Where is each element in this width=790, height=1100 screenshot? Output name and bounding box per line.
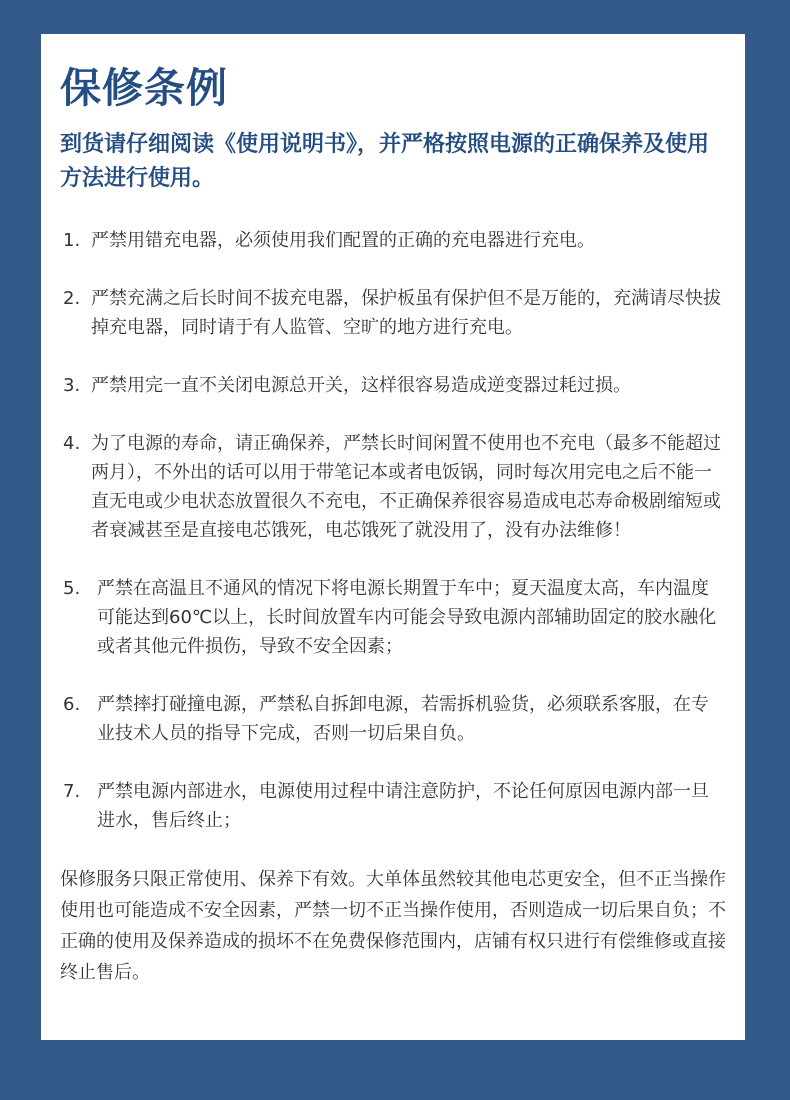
rule-number: 4.: [63, 433, 81, 454]
rule-item-2: [60, 284, 721, 342]
rule-number: 3.: [63, 375, 81, 396]
rule-item-7: [60, 777, 721, 835]
page-title: 保修条例: [60, 64, 228, 112]
footer-note: 保修服务只限正常使用、保养下有效。大单体虽然较其他电芯更安全，但不正当操作使用也可能造成不安全因素，严禁一切不正当操作使用，否则造成一切后果自负；不正确的使用及保养造成的损坏不在免费保修范围内，店铺有权只进行有偿维修或直接终止售后。: [60, 869, 726, 983]
rule-text: 严禁充满之后长时间不拔充电器，保护板虽有保护但不是万能的，充满请尽快拔掉充电器，同时请于有人监管、空旷的地方进行充电。: [91, 288, 721, 338]
rule-text: 为了电源的寿命，请正确保养，严禁长时间闲置不使用也不充电（最多不能超过两月），不外出的话可以用于带笔记本或者电饭锅，同时每次用完电之后不能一直无电或少电状态放置很久不充电，不正确保养很容易造成电芯寿命极剧缩短或者衰减甚至是直接电芯饿死，电芯饿死了就没用了，没有办法维修！: [91, 433, 721, 541]
rules-list: [60, 226, 721, 835]
rule-item-4: [60, 429, 721, 545]
rule-text: 严禁在高温且不通风的情况下将电源长期置于车中；夏天温度太高，车内温度可能达到60℃以上，长时间放置车内可能会导致电源内部辅助固定的胶水融化或者其他元件损伤，导致不安全因素；: [97, 578, 717, 657]
rule-text: 严禁用完一直不关闭电源总开关，这样很容易造成逆变器过耗过损。: [91, 375, 631, 396]
rule-number: 1.: [63, 230, 81, 251]
rule-number: 2.: [63, 288, 81, 309]
rule-item-1: [60, 226, 721, 255]
rule-item-6: [60, 690, 721, 748]
rule-number: 7.: [63, 781, 81, 802]
rule-item-5: [60, 574, 721, 661]
rule-text: 严禁用错充电器，必须使用我们配置的正确的充电器进行充电。: [91, 230, 595, 251]
page-subtitle: 到货请仔细阅读《使用说明书》，并严格按照电源的正确保养及使用方法进行使用。: [60, 132, 710, 191]
warranty-card: [41, 34, 745, 1040]
rule-number: 5.: [63, 578, 81, 599]
rule-item-3: [60, 371, 721, 400]
rule-number: 6.: [63, 694, 81, 715]
rule-text: 严禁电源内部进水，电源使用过程中请注意防护，不论任何原因电源内部一旦进水，售后终止；: [97, 781, 709, 831]
rule-text: 严禁摔打碰撞电源，严禁私自拆卸电源，若需拆机验货，必须联系客服，在专业技术人员的指导下完成，否则一切后果自负。: [97, 694, 709, 744]
